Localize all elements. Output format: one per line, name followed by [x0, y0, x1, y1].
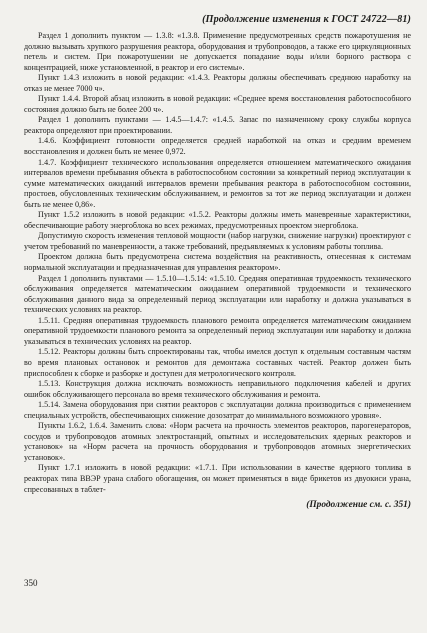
- paragraph: Раздел 1 дополнить пунктом — 1.3.8: «1.3.8. Применение предусмотренных средств пожаротушения не должно вызывать хрупкого разрушения реактора, оборудования и трубопроводов, а также его циркуляционных петель и систем. При пожаротушении не допускается попадание воды и/или борного раствора с концентрацией, ниже установленной, в реактор и его системы».: [24, 31, 411, 72]
- page-number: 350: [24, 578, 38, 588]
- paragraph: Пункт 1.4.4. Второй абзац изложить в новой редакции: «Среднее время восстановления работоспособного состояния должно быть не более 200 ч».: [24, 94, 411, 114]
- paragraph: 1.4.7. Коэффициент технического использования определяется отношением математического ожидания интервалов времени пребывания объекта в работоспособном состоянии за конкретный период эксплуатации к сумме математических ожиданий интервалов времени пребывания реактора в работоспособном состоянии, простоев, обусловленных техническим обслуживанием, и ремонтов за тот же период эксплуатации и должен быть не менее 0,86».: [24, 157, 411, 209]
- paragraph: Пункт 1.4.3 изложить в новой редакции: «1.4.3. Реакторы должны обеспечивать среднюю наработку на отказ не менее 7000 ч».: [24, 73, 411, 93]
- paragraph: Раздел 1 дополнить пунктами — 1.5.10—1.5.14: «1.5.10. Средняя оперативная трудоемкость технического обслуживания определяется математическим ожиданием оперативной трудоемкости и технического обслуживания данного вида за определенный период эксплуатации или наработку и должна указываться в технических условиях на реактор.: [24, 273, 411, 315]
- continuation-footer: (Продолжение см. с. 351): [306, 500, 411, 511]
- paragraph: Пункт 1.5.2 изложить в новой редакции: «1.5.2. Реакторы должны иметь маневренные характеристики, обеспечивающие работу энергоблока во всех режимах, предусмотренных проектом энергоблока.: [24, 210, 411, 230]
- paragraph: Пункт 1.7.1 изложить в новой редакции: «1.7.1. При использовании в качестве ядерного топлива в реакторах типа ВВЭР урана слабого обогащения, он может применяться в виде брикетов из двуокиси урана, спресованных в таблет-: [24, 463, 411, 494]
- paragraph: 1.4.6. Коэффициент готовности определяется средней наработкой на отказ и средним временем восстановления и должен быть не менее 0,972.: [24, 136, 411, 157]
- paragraph: Проектом должна быть предусмотрена система воздействия на реактивность, отнесенная к системам нормальной эксплуатации и предназначенная для управления реактором».: [24, 252, 411, 273]
- paragraph: 1.5.11. Средняя оперативная трудоемкость планового ремонта определяется математическим ожиданием оперативной трудоемкости планового ремонта за определенный период эксплуатации или наработку и должна указываться в технических условиях на реактор.: [24, 315, 411, 346]
- continuation-header: (Продолжение изменения к ГОСТ 24722—81): [202, 14, 411, 25]
- paragraph: 1.5.14. Замена оборудования при снятии реакторов с эксплуатации должна производиться с применением специальных устройств, обеспечивающих снижение дозозатрат до минимального возможного уровня».: [24, 400, 411, 420]
- paragraph: Пункты 1.6.2, 1.6.4. Заменить слова: «Норм расчета на прочность элементов реакторов, парогенераторов, сосудов и трубопроводов атомных электростанций, опытных и исследовательских ядерных реакторов и установок» на «Норм расчета на прочность оборудования и трубопроводов атомных энергетических установок».: [24, 421, 411, 462]
- paragraph: 1.5.13. Конструкция должна исключать возможность неправильного подключения кабелей и других ошибок обслуживающего персонала во время технического обслуживания и ремонта.: [24, 379, 411, 399]
- paragraph: Допустимую скорость изменения тепловой мощности (набор нагрузки, снижение нагрузки) проектируют с учетом требований по маневренности, а также требований, предъявляемых к условиям работы топлива.: [24, 231, 411, 251]
- paragraph: Раздел 1 дополнить пунктами — 1.4.5—1.4.7: «1.4.5. Запас по назначенному сроку службы корпуса реактора определяют при проектировании.: [24, 115, 411, 135]
- document-body: [24, 31, 411, 495]
- paragraph: 1.5.12. Реакторы должны быть спроектированы так, чтобы имелся доступ к отдельным составным частям во время плановых остановок и ремонтов для демонтажа составных частей. Реактор должен быть приспособлен к сборке и разборке и доступен для метрологического контроля.: [24, 347, 411, 378]
